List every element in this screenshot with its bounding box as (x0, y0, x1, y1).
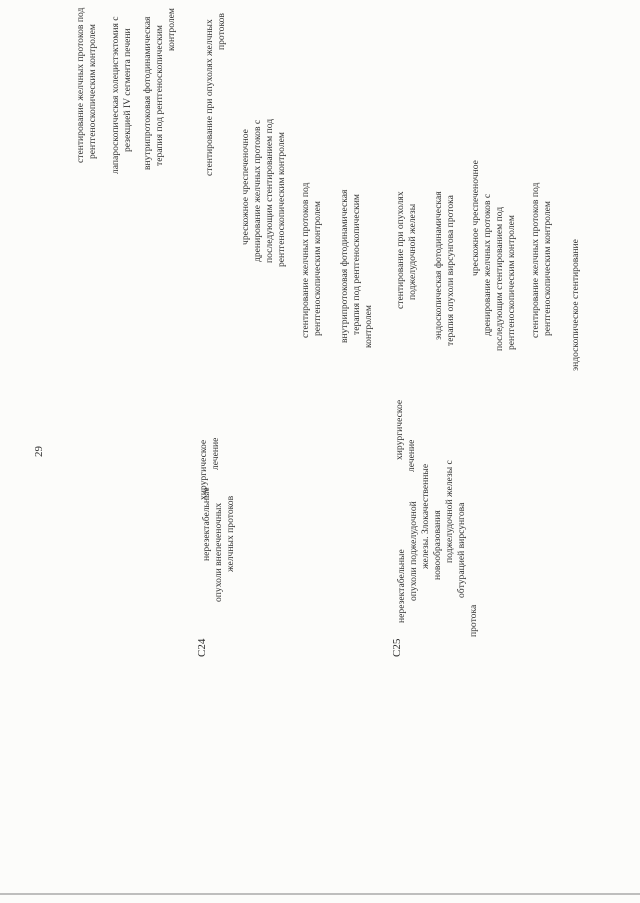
method-line: чрескожное чреспеченочное (470, 160, 481, 276)
method-line: терапия под рентгеноскопическим (351, 194, 362, 335)
nosology-line: желчных протоков (225, 495, 236, 572)
nosology-line: протока (468, 604, 479, 637)
method-line: рентгеноскопическим контролем (506, 215, 517, 350)
nosology-line: обтурацией вирсунгова (456, 502, 467, 598)
method-line: чрескожное чреспеченочное (240, 129, 251, 245)
row-code-c24: С24 (196, 638, 208, 657)
nosology-line: поджелудочной железы с (444, 460, 455, 563)
nosology-line: нерезектабельные (396, 549, 407, 623)
method-line: лапароскопическая холецистэктомия с (110, 16, 121, 174)
method-line: рентгеноскопическим контролем (542, 201, 553, 336)
treatment-type-line: хирургическое (394, 399, 405, 460)
method-line: стентирование при опухолях (395, 191, 406, 309)
method-line: дренирование желчных протоков с (482, 193, 493, 336)
method-line: резекцией IV сегмента печени (122, 28, 133, 152)
method-line: рентгеноскопическим контролем (312, 201, 323, 336)
method-line: поджелудочной железы (407, 203, 418, 300)
nosology-line: железы. Злокачественные (420, 463, 431, 569)
method-line: эндоскопическое стентирование (570, 239, 581, 371)
nosology-line: опухоли поджелудочной (408, 501, 419, 601)
row-code-c25: С25 (391, 638, 403, 657)
method-line: внутрипротоковая фотодинамическая (339, 189, 350, 343)
method-line: стентирование желчных протоков под (300, 182, 311, 338)
page-number: 29 (33, 446, 45, 457)
method-line: стентирование желчных протоков под (530, 182, 541, 338)
method-line: рентгеноскопическим контролем (276, 132, 287, 267)
method-line: дренирование желчных протоков с (252, 119, 263, 262)
treatment-type-line: хирургическое (198, 439, 209, 500)
method-line: стентирование при опухолях желчных (204, 19, 215, 176)
method-line: внутрипротоковая фотодинамическая (142, 16, 153, 170)
method-line: рентгеноскопическим контролем (87, 24, 98, 159)
method-line: протоков (216, 13, 227, 50)
method-line: контролем (166, 8, 177, 51)
method-line: последующим стентированием под (494, 206, 505, 351)
method-line: терапия под рентгеноскопическим (154, 25, 165, 166)
nosology-line: опухоли внепеченочных (213, 502, 224, 602)
method-line: последующим стентированием под (264, 118, 275, 263)
treatment-type-line: лечение (210, 437, 221, 470)
method-line: эндоскопическая фотодинамическая (433, 191, 444, 340)
method-line: стентирование желчных протоков под (75, 7, 86, 163)
treatment-type-line: лечение (406, 439, 417, 472)
nosology-line: новообразования (432, 510, 443, 580)
method-line: контролем (363, 305, 374, 348)
method-line: терапия опухоли вирсунгова протока (445, 195, 456, 346)
nosology-line: нерезектабельные (201, 487, 212, 561)
